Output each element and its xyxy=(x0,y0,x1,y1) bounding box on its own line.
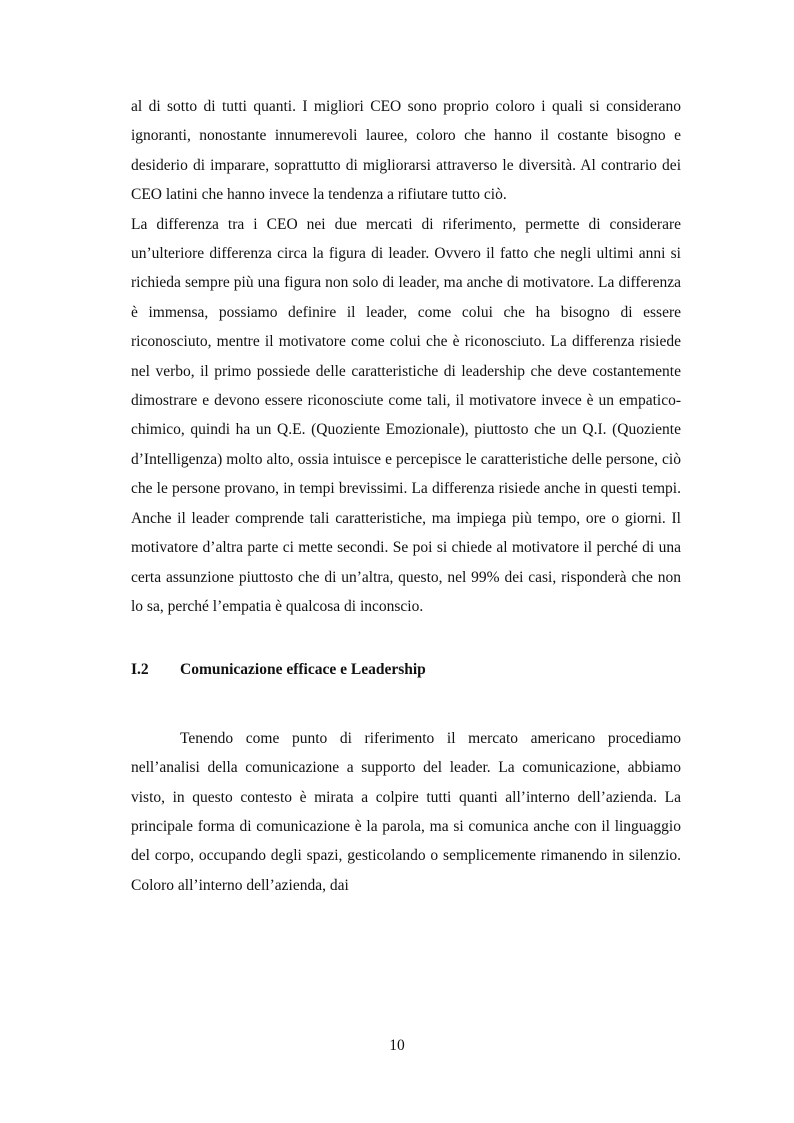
paragraph-ceo-ignorance: al di sotto di tutti quanti. I migliori CEO sono proprio coloro i quali si considerano ignoranti, nonostante innumerevoli lauree, coloro che hanno il costante bisogno e desiderio di imparare, soprattutto di migliorarsi attraverso le diversità. Al contrario dei CEO latini che hanno invece la tendenza a rifiutare tutto ciò. xyxy=(131,98,681,204)
paragraph-leader-vs-motivator: La differenza tra i CEO nei due mercati di riferimento, permette di considerare un’ulteriore differenza circa la figura di leader. Ovvero il fatto che negli ultimi anni si richieda sempre più una figura non solo di leader, ma anche di motivatore. La differenza è immensa, possiamo definire il leader, come colui che ha bisogno di essere riconosciuto, mentre il motivatore come colui che è riconosciuto. La differenza risiede nel verbo, il primo possiede delle caratteristiche di leadership che deve costantemente dimostrare e devono essere riconosciute come tali, il motivatore invece è un empatico-chimico, quindi ha un Q.E. (Quoziente Emozionale), piuttosto che un Q.I. (Quoziente d’Intelligenza) molto alto, ossia intuisce e percepisce le caratteristiche delle persone, ciò che le persone provano, in tempi brevissimi. La differenza risiede anche in questi tempi. Anche il leader comprende tali caratteristiche, ma impiega più tempo, ore o giorni. Il motivatore d’altra parte ci mette secondi. Se poi si chiede al motivatore il perché di una certa assunzione piuttosto che di un’altra, questo, nel 99% dei casi, risponderà che non lo sa, perché l’empatia è qualcosa di inconscio. xyxy=(131,215,681,615)
section-number: I.2 xyxy=(131,661,149,679)
page-number: 10 xyxy=(389,1037,405,1054)
section-title: Comunicazione efficace e Leadership xyxy=(180,661,426,679)
paragraph-communication: Tenendo come punto di riferimento il mercato americano procediamo nell’analisi della comunicazione a supporto del leader. La comunicazione, abbiamo visto, in questo contesto è mirata a colpire tutti quanti all’interno dell’azienda. La principale forma di comunicazione è la parola, ma si comunica anche con il linguaggio del corpo, occupando degli spazi, gesticolando o semplicemente rimanendo in silenzio. Coloro all’interno dell’azienda, dai xyxy=(131,729,681,894)
document-page xyxy=(131,92,681,900)
section-heading xyxy=(131,655,681,684)
